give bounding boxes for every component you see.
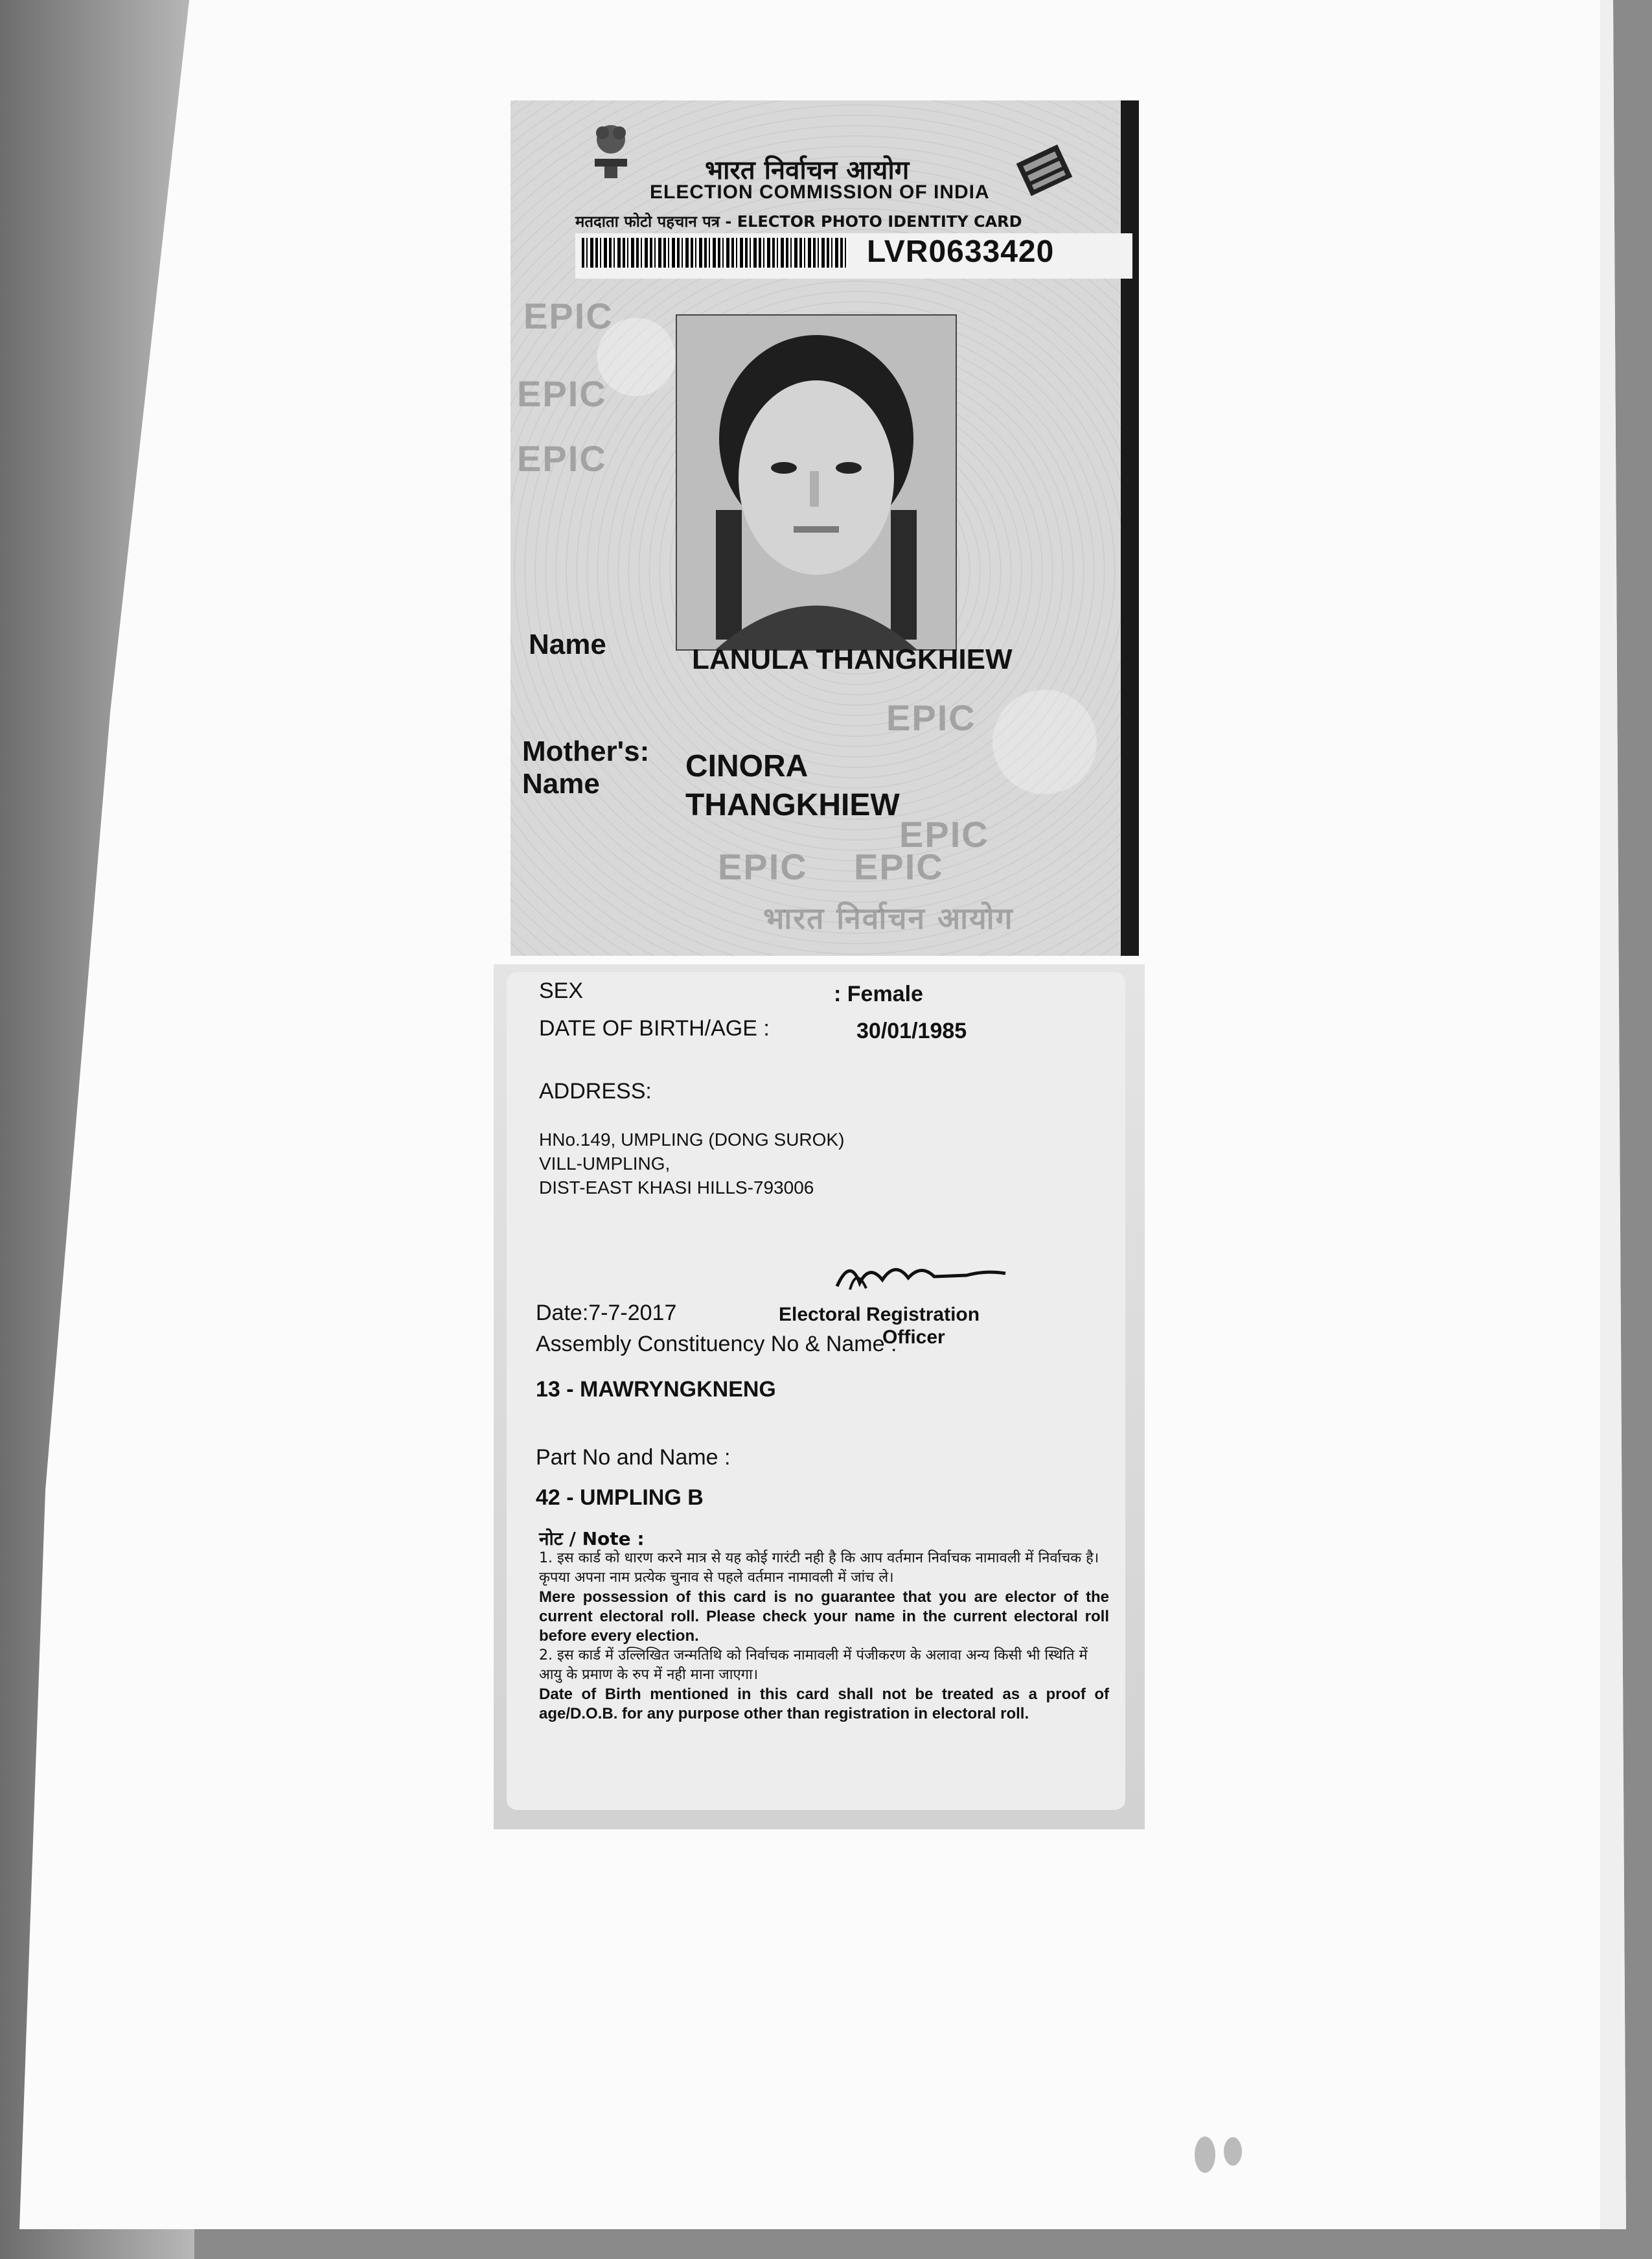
voter-card-front <box>511 100 1139 956</box>
dob-label: DATE OF BIRTH/AGE : <box>539 1016 770 1041</box>
mother-label: Mother's: <box>522 736 650 767</box>
barcode <box>582 238 847 268</box>
note-block <box>539 1529 1109 1724</box>
name-value: LANULA THANGKHIEW <box>692 643 1013 675</box>
voter-photo <box>676 314 957 651</box>
mother-label-line2: Name <box>522 768 600 800</box>
officer-title-line2: Officer <box>882 1326 945 1348</box>
mother-surname-value: THANGKHIEW <box>685 788 900 822</box>
epic-watermark: EPIC <box>718 846 808 887</box>
officer-signature <box>831 1251 1012 1303</box>
officer-title: Electoral Registration <box>779 1304 980 1325</box>
dob-value: 30/01/1985 <box>856 1019 967 1043</box>
title-english: ELECTION COMMISSION OF INDIA <box>650 181 990 203</box>
note1-english: Mere possession of this card is no guarantee that you are elector of the current electoral roll. Please check your name in the current electoral roll before every election. <box>539 1588 1109 1645</box>
ink-smudge <box>1189 2126 1247 2177</box>
sex-label: SEX <box>539 979 584 1003</box>
part-label: Part No and Name : <box>536 1445 731 1470</box>
address-line-2: VILL-UMPLING, <box>539 1153 671 1174</box>
constituency-label: Assembly Constituency No & Name : <box>536 1332 897 1356</box>
voter-card-back <box>494 964 1145 1829</box>
epic-watermark: EPIC <box>523 295 614 336</box>
mother-name-value: CINORA <box>685 749 809 783</box>
card-edge-shadow <box>1121 100 1139 956</box>
note1-hindi: 1. इस कार्ड को धारण करने मात्र से यह कोई गारंटी नही है कि आप वर्तमान निर्वाचक नामावली में निर्वाचक है। कृपया अपना नाम प्रत्येक चुनाव से पहले वर्तमान नामावली में जांच ले। <box>539 1550 1099 1586</box>
note-heading: नोट / Note : <box>539 1528 645 1549</box>
epic-watermark: EPIC <box>517 438 607 479</box>
issue-date: Date:7-7-2017 <box>536 1301 677 1325</box>
epic-watermark: EPIC <box>899 814 989 855</box>
evm-machine-icon <box>1009 139 1081 204</box>
card-back-panel <box>507 972 1125 1810</box>
epic-watermark: EPIC <box>854 846 944 887</box>
national-emblem-icon <box>588 113 634 185</box>
title-hindi: भारत निर्वाचन आयोग <box>705 156 910 185</box>
note2-hindi: 2. इस कार्ड में उल्लिखित जन्मतिथि को निर्वाचक नामावली में पंजीकरण के अलावा अन्य किसी भी स्थिति में आयु के प्रमाण के रुप में नही माना जाएगा। <box>539 1647 1088 1683</box>
name-label: Name <box>529 629 606 660</box>
address-line-1: HNo.149, UMPLING (DONG SUROK) <box>539 1130 845 1150</box>
note2-english: Date of Birth mentioned in this card shall not be treated as a proof of age/D.O.B. for any purpose other than registration in electoral roll. <box>539 1686 1109 1722</box>
paper-edge <box>1600 0 1626 2259</box>
address-line-3: DIST-EAST KHASI HILLS-793006 <box>539 1177 814 1198</box>
epic-watermark: EPIC <box>517 373 607 414</box>
address-label: ADDRESS: <box>539 1079 652 1104</box>
epic-watermark: EPIC <box>886 697 976 738</box>
epic-number: LVR0633420 <box>867 235 1055 269</box>
hindi-watermark: भारत निर्वाचन आयोग <box>763 901 1014 936</box>
part-value: 42 - UMPLING B <box>536 1485 704 1510</box>
card-subtitle: मतदाता फोटो पहचान पत्र - ELECTOR PHOTO IDENTITY CARD <box>575 213 1022 231</box>
constituency-value: 13 - MAWRYNGKNENG <box>536 1377 776 1402</box>
sex-value: : Female <box>834 982 923 1006</box>
